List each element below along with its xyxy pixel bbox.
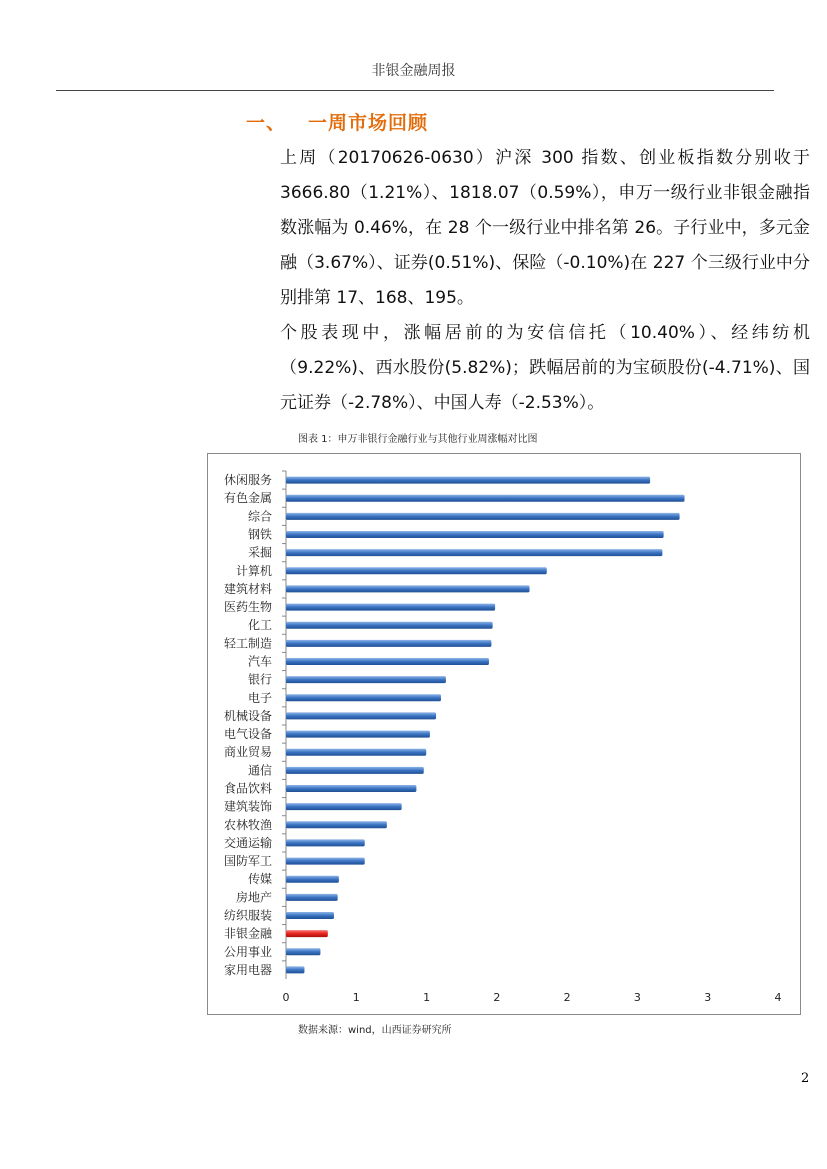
bar xyxy=(286,966,304,973)
category-label: 有色金属 xyxy=(223,491,272,506)
bar xyxy=(286,839,365,846)
figure-caption: 图表 1：申万非银行金融行业与其他行业周涨幅对比图 xyxy=(298,434,538,445)
x-tick-label: 2 xyxy=(493,991,501,1004)
paragraph-market-review: 上周（20170626-0630）沪深 300 指数、创业板指数分别收于 3666.80（1.21%）、1818.07（0.59%），申万一级行业非银金融指数涨幅为 0.46%，在 28 个一级行业中排名第 26。子行业中，多元金融（3.67%）、证券(0.51%)、保险（-0.10%)在 227 个三级行业中分别排第 17、168、195。 xyxy=(280,148,810,308)
x-tick-label: 0 xyxy=(282,991,290,1004)
data-source-note: 数据来源：wind，山西证券研究所 xyxy=(298,1025,452,1036)
category-label: 家用电器 xyxy=(223,962,272,977)
x-tick-label: 2 xyxy=(563,991,571,1004)
bar xyxy=(286,785,416,792)
section-heading xyxy=(246,108,428,135)
bar xyxy=(286,477,650,484)
category-label: 通信 xyxy=(247,763,272,778)
bar xyxy=(286,712,436,719)
category-label: 机械设备 xyxy=(223,708,272,723)
category-label: 综合 xyxy=(247,509,272,524)
bar xyxy=(286,821,387,828)
x-tick-label: 3 xyxy=(704,991,712,1004)
bar xyxy=(286,658,489,665)
header-title: 非银金融周报 xyxy=(371,63,456,79)
paragraph-stock-performance: 个股表现中，涨幅居前的为安信信托（10.40%）、经纬纺机（9.22%)、西水股份(5.82%)；跌幅居前的为宝硕股份(-4.71%)、国元证券（-2.78%）、中国人寿（-2.53%）。 xyxy=(280,323,810,413)
bar xyxy=(286,948,320,955)
category-label: 国防军工 xyxy=(223,854,272,869)
bar xyxy=(286,694,441,701)
bar xyxy=(286,912,334,919)
x-tick-label: 3 xyxy=(633,991,641,1004)
bar xyxy=(286,731,430,738)
bar xyxy=(286,622,493,629)
x-tick-label: 1 xyxy=(423,991,431,1004)
x-tick-label: 1 xyxy=(352,991,360,1004)
category-label: 钢铁 xyxy=(247,527,272,542)
bar xyxy=(286,604,495,611)
bar xyxy=(286,585,530,592)
bar xyxy=(286,531,664,538)
category-label: 建筑装饰 xyxy=(223,799,272,814)
section-title: 一周市场回顾 xyxy=(308,112,429,134)
category-label: 轻工制造 xyxy=(223,636,272,651)
category-label: 商业贸易 xyxy=(223,745,272,760)
category-label: 医药生物 xyxy=(223,600,272,615)
category-label: 食品饮料 xyxy=(223,781,272,796)
section-number: 一、 xyxy=(246,112,287,134)
bar xyxy=(286,767,424,774)
category-label: 纺织服装 xyxy=(223,908,272,923)
category-label: 汽车 xyxy=(247,654,272,669)
category-label: 休闲服务 xyxy=(223,473,272,488)
category-label: 化工 xyxy=(247,618,272,633)
bar xyxy=(286,876,339,883)
category-label: 传媒 xyxy=(247,872,272,887)
industry-change-chart xyxy=(207,453,801,1015)
category-label: 农林牧渔 xyxy=(223,817,272,832)
bar xyxy=(286,513,680,520)
bar-chart-svg xyxy=(208,454,800,1014)
bar xyxy=(286,567,547,574)
bar xyxy=(286,640,491,647)
bar-highlight xyxy=(286,930,328,937)
category-label: 非银金融 xyxy=(223,926,272,941)
bar xyxy=(286,803,402,810)
category-label: 电气设备 xyxy=(223,727,272,742)
bar xyxy=(286,749,426,756)
bar xyxy=(286,894,338,901)
category-label: 交通运输 xyxy=(223,835,272,850)
category-label: 公用事业 xyxy=(223,944,272,959)
category-label: 房地产 xyxy=(235,890,272,905)
header-divider xyxy=(56,90,774,91)
category-label: 电子 xyxy=(247,690,272,705)
bar xyxy=(286,676,446,683)
category-label: 建筑材料 xyxy=(223,581,272,596)
bar xyxy=(286,549,662,556)
category-label: 采掘 xyxy=(247,545,272,560)
page-number: 2 xyxy=(801,1071,810,1086)
category-label: 银行 xyxy=(247,672,272,687)
bar xyxy=(286,858,365,865)
x-tick-label: 4 xyxy=(774,991,782,1004)
bar xyxy=(286,495,685,502)
category-label: 计算机 xyxy=(235,563,272,578)
